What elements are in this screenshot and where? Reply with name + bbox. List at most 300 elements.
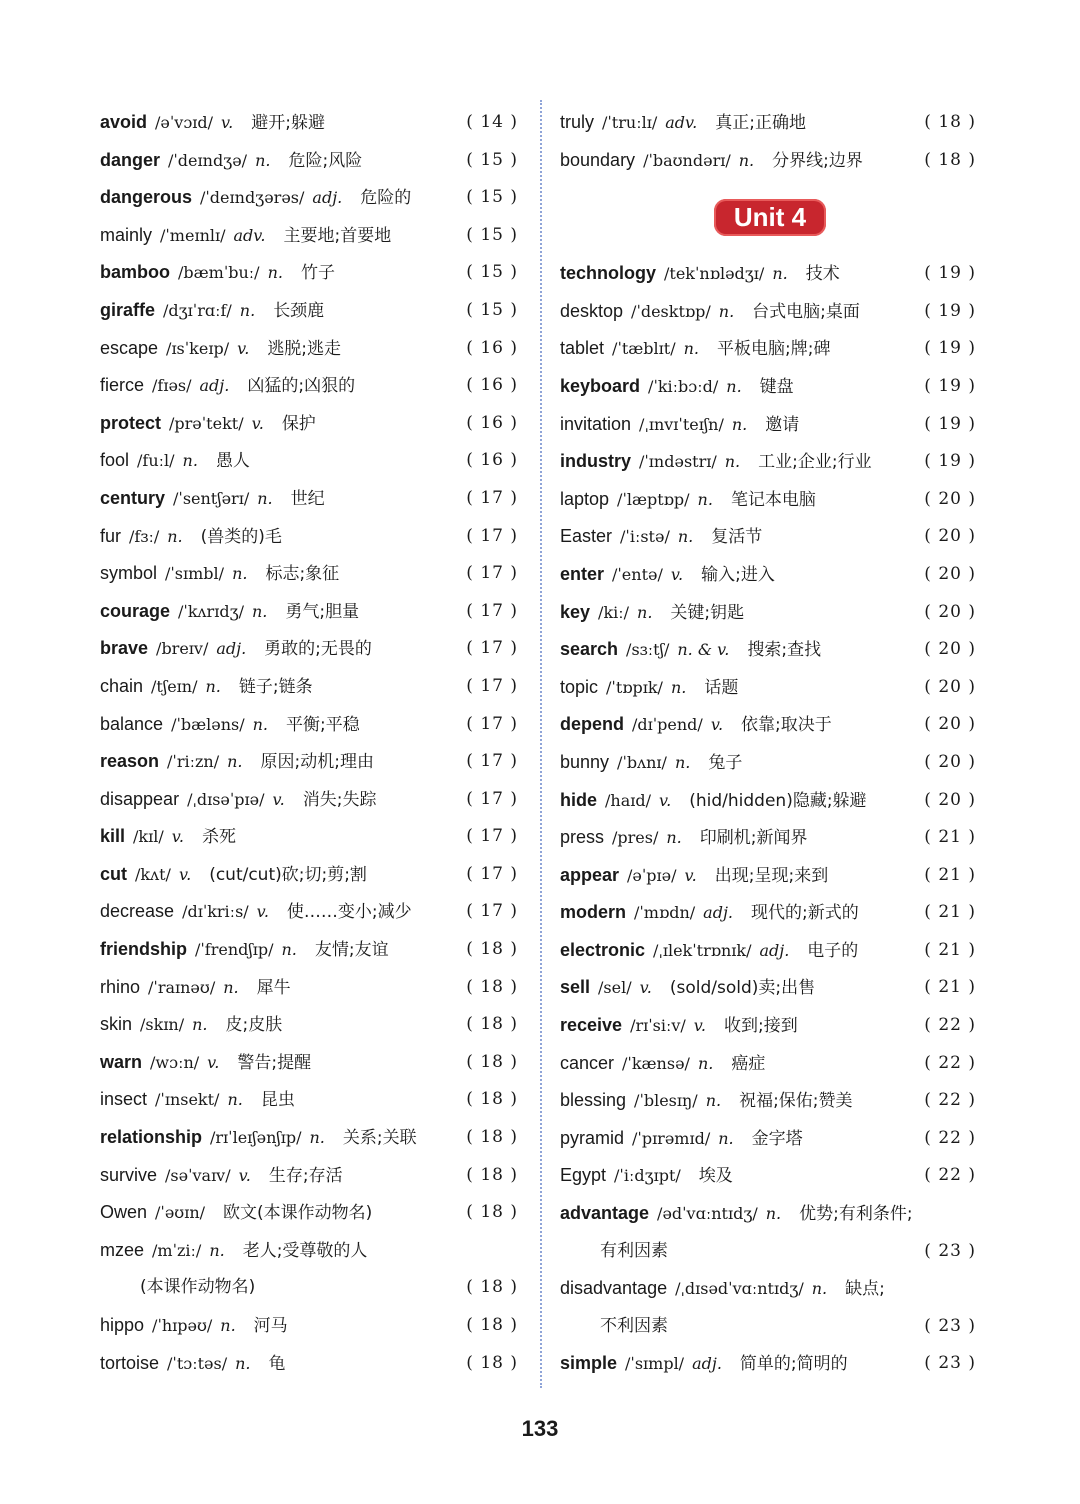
vocab-meaning: 消失;失踪 xyxy=(302,789,377,810)
vocab-pos: n. xyxy=(182,451,198,471)
vocab-pos: n. xyxy=(220,1316,236,1335)
vocab-phonetic: /ˈbæləns/ xyxy=(171,714,245,734)
vocab-meaning: 兔子 xyxy=(708,752,743,773)
vocab-pos: n. xyxy=(309,1128,325,1148)
vocab-phonetic: /ˈiːdʒɪpt/ xyxy=(614,1166,681,1186)
vocab-page-ref: ( 20 ) xyxy=(924,714,976,735)
vocab-entry xyxy=(100,1119,522,1157)
vocab-entry xyxy=(560,556,980,594)
vocab-phonetic: /ˈbaʊndərɪ/ xyxy=(643,150,731,170)
vocab-phonetic: /əˈpɪə/ xyxy=(627,865,677,885)
column-divider xyxy=(540,100,542,1388)
vocab-page-ref: ( 18 ) xyxy=(466,1089,518,1110)
vocab-page-ref: ( 17 ) xyxy=(466,751,518,772)
vocab-word: bamboo xyxy=(100,262,170,283)
vocab-entry xyxy=(560,1345,980,1383)
vocab-meaning: 长颈鹿 xyxy=(273,300,325,321)
vocab-entry xyxy=(100,743,522,781)
vocab-word: fur xyxy=(100,525,122,546)
vocab-word: blessing xyxy=(560,1090,627,1111)
vocab-phonetic: /mˈziː/ xyxy=(152,1240,202,1260)
vocab-phonetic: /ˌɪnvɪˈteɪʃn/ xyxy=(639,414,724,434)
vocab-entry xyxy=(100,330,522,368)
vocab-meaning: 友情;友谊 xyxy=(314,940,389,961)
vocab-word: mzee xyxy=(100,1239,145,1260)
vocab-pos: n. xyxy=(772,264,788,284)
vocab-page-ref: ( 18 ) xyxy=(466,1352,518,1373)
vocab-entry xyxy=(100,893,522,931)
vocab-entry xyxy=(560,1007,980,1045)
vocab-word: warn xyxy=(100,1051,143,1072)
vocab-entry xyxy=(560,1120,980,1158)
vocab-word: protect xyxy=(100,412,162,433)
vocab-word: tablet xyxy=(560,338,605,359)
vocab-phonetic: /ˈblesɪŋ/ xyxy=(634,1091,698,1111)
vocab-entry xyxy=(100,1157,522,1195)
vocab-phonetic: /ˈriːzn/ xyxy=(167,752,220,772)
vocab-page-ref: ( 23 ) xyxy=(924,1353,976,1374)
vocab-meaning: 简单的;简明的 xyxy=(739,1354,848,1375)
vocab-word: hippo xyxy=(100,1315,145,1335)
vocab-entry xyxy=(560,1082,980,1120)
vocab-pos: v. xyxy=(256,902,269,922)
vocab-pos: n. xyxy=(267,263,283,283)
vocab-pos: n. xyxy=(239,300,256,320)
vocab-word: disadvantage xyxy=(560,1278,668,1299)
vocab-page-ref: ( 16 ) xyxy=(466,450,518,471)
vocab-meaning: 避开;躲避 xyxy=(251,113,325,133)
vocab-meaning: 分界线;边界 xyxy=(772,150,863,171)
page-number: 133 xyxy=(521,1416,559,1441)
vocab-pos: n. xyxy=(255,150,271,170)
vocab-meaning: 依靠;取决于 xyxy=(741,715,832,736)
vocab-page-ref: ( 17 ) xyxy=(466,600,518,621)
vocab-word: modern xyxy=(560,902,627,923)
vocab-entry xyxy=(560,1045,980,1083)
vocab-pos: n. xyxy=(281,940,297,960)
vocab-word: kill xyxy=(100,826,126,847)
vocab-phonetic: /haɪd/ xyxy=(605,790,651,810)
vocab-entry xyxy=(560,1270,980,1308)
vocab-meaning: 原因;动机;理由 xyxy=(260,752,374,773)
vocab-entry xyxy=(560,631,980,669)
vocab-entry xyxy=(560,782,980,820)
vocab-pos: n. & v. xyxy=(677,640,730,660)
vocab-entry xyxy=(100,1194,522,1232)
vocab-entry xyxy=(100,630,522,668)
vocab-page-ref: ( 17 ) xyxy=(466,901,518,922)
vocab-pos: v. xyxy=(221,113,234,132)
vocab-word: Egypt xyxy=(560,1165,607,1186)
vocab-entry xyxy=(560,142,980,180)
vocab-phonetic: /prəˈtekt/ xyxy=(169,413,244,433)
vocab-pos: v. xyxy=(207,1052,220,1072)
vocab-entry xyxy=(560,706,980,744)
vocab-pos: v. xyxy=(237,338,250,358)
vocab-word: keyboard xyxy=(560,375,641,396)
vocab-meaning: 邀请 xyxy=(765,414,800,435)
vocab-meaning: 世纪 xyxy=(290,488,325,509)
vocab-word: escape xyxy=(100,337,159,358)
vocab-word: hide xyxy=(560,789,598,810)
vocab-page-ref: ( 15 ) xyxy=(466,299,518,320)
vocab-phonetic: /dʒɪˈrɑːf/ xyxy=(163,300,232,320)
vocab-phonetic: /breɪv/ xyxy=(156,639,209,659)
vocab-page-ref: ( 18 ) xyxy=(466,1127,518,1148)
vocab-page-ref: ( 18 ) xyxy=(924,112,976,132)
vocab-page-ref: ( 20 ) xyxy=(924,488,976,509)
vocab-phonetic: /ˈəʊɪn/ xyxy=(155,1203,206,1223)
vocab-entry xyxy=(560,481,980,519)
vocab-phonetic: /ˈsentʃərɪ/ xyxy=(173,488,250,508)
vocab-pos: adj. xyxy=(312,188,343,208)
left-column xyxy=(100,104,522,1382)
vocab-page-ref: ( 20 ) xyxy=(924,789,976,810)
vocab-entry xyxy=(560,969,980,1007)
vocab-pos: v. xyxy=(178,864,192,884)
vocab-phonetic: /tekˈnɒlədʒɪ/ xyxy=(664,264,765,284)
vocab-meaning: 收到;接到 xyxy=(724,1016,798,1037)
vocab-entry xyxy=(560,443,980,481)
vocab-meaning: 欧文(本课作动物名) xyxy=(223,1203,373,1224)
vocab-word: tortoise xyxy=(100,1352,160,1373)
vocab-entry xyxy=(100,818,522,856)
vocab-meaning: 警告;提醒 xyxy=(237,1052,312,1073)
vocab-meaning: (sold/sold)卖;出售 xyxy=(669,978,816,999)
vocab-page-ref: ( 22 ) xyxy=(924,1052,976,1073)
vocab-meaning: 勇气;胆量 xyxy=(285,601,360,622)
vocab-meaning: 逃脱;逃走 xyxy=(267,338,342,359)
vocab-page-ref: ( 20 ) xyxy=(924,601,976,622)
vocab-meaning: (本课作动物名) xyxy=(140,1277,256,1298)
vocab-phonetic: /ˈtɔːtəs/ xyxy=(167,1353,228,1373)
vocab-pos: n. xyxy=(209,1240,225,1260)
vocab-entry xyxy=(100,1232,522,1270)
vocab-entry xyxy=(560,1308,980,1346)
vocab-entry xyxy=(560,406,980,444)
vocab-entry xyxy=(560,894,980,932)
vocab-phonetic: /sel/ xyxy=(598,978,632,998)
vocab-phonetic: /səˈvaɪv/ xyxy=(165,1165,231,1185)
vocab-pos: adv. xyxy=(665,113,698,132)
vocab-entry xyxy=(100,518,522,556)
vocab-phonetic: /əˈvɔɪd/ xyxy=(155,113,214,132)
vocab-phonetic: /ˈtɒpɪk/ xyxy=(606,677,663,697)
vocab-page-ref: ( 14 ) xyxy=(466,112,518,132)
vocab-page-ref: ( 22 ) xyxy=(924,1165,976,1186)
unit-badge: Unit 4 xyxy=(714,199,826,236)
vocab-word: skin xyxy=(100,1014,133,1035)
vocab-meaning: 癌症 xyxy=(731,1053,766,1074)
vocab-entry xyxy=(560,255,980,293)
vocab-word: dangerous xyxy=(100,187,193,208)
vocab-word: Owen xyxy=(100,1202,148,1223)
vocab-pos: n. xyxy=(718,301,735,321)
vocab-phonetic: /ˈiːstə/ xyxy=(620,527,670,547)
vocab-word: disappear xyxy=(100,788,180,809)
vocab-page-ref: ( 18 ) xyxy=(466,1164,518,1185)
vocab-page-ref: ( 18 ) xyxy=(466,1277,518,1298)
vocab-phonetic: /fuːl/ xyxy=(137,451,175,471)
vocab-pos: n. xyxy=(670,677,687,697)
vocab-page-ref: ( 17 ) xyxy=(466,675,518,696)
vocab-entry xyxy=(100,969,522,1007)
vocab-meaning: 印刷机;新闻界 xyxy=(699,828,808,849)
vocab-page-ref: ( 18 ) xyxy=(466,1051,518,1072)
vocab-page-ref: ( 16 ) xyxy=(466,337,518,358)
vocab-word: boundary xyxy=(560,149,636,170)
vocab-pos: adv. xyxy=(233,225,266,245)
vocab-meaning: 杀死 xyxy=(201,827,236,848)
vocab-entry xyxy=(560,594,980,632)
vocab-meaning: 链子;链条 xyxy=(238,676,313,697)
vocab-meaning: 勇敢的;无畏的 xyxy=(264,639,372,660)
vocab-pos: n. xyxy=(227,1090,243,1110)
vocab-page-ref: ( 21 ) xyxy=(924,977,976,998)
vocab-page-ref: ( 21 ) xyxy=(924,864,976,885)
vocab-phonetic: /bæmˈbuː/ xyxy=(178,263,260,283)
vocab-entry xyxy=(100,555,522,593)
vocab-pos: n. xyxy=(637,602,653,622)
vocab-phonetic: /ˈɪnsekt/ xyxy=(155,1090,220,1110)
vocab-entry xyxy=(100,367,522,405)
vocab-word: relationship xyxy=(100,1127,203,1148)
vocab-meaning: 输入;进入 xyxy=(701,564,775,585)
vocab-word: simple xyxy=(560,1353,618,1374)
vocab-page-ref: ( 17 ) xyxy=(466,788,518,809)
vocab-pos: n. xyxy=(167,526,183,546)
vocab-phonetic: /ˈentə/ xyxy=(612,564,663,584)
vocab-pos: n. xyxy=(726,376,742,396)
vocab-word: invitation xyxy=(560,413,632,434)
vocab-pos: adj. xyxy=(199,376,230,396)
vocab-meaning: 危险的 xyxy=(360,188,412,209)
vocab-word: desktop xyxy=(560,300,624,321)
vocab-phonetic: /ˌɪlekˈtrɒnɪk/ xyxy=(653,940,752,960)
vocab-entry xyxy=(560,293,980,331)
vocab-page-ref: ( 20 ) xyxy=(924,751,976,772)
vocab-phonetic: /skɪn/ xyxy=(140,1015,185,1035)
vocab-page-ref: ( 15 ) xyxy=(466,262,518,283)
vocab-phonetic: /ˈdesktɒp/ xyxy=(631,301,711,321)
vocab-word: bunny xyxy=(560,751,610,772)
vocab-pos: n. xyxy=(811,1279,828,1299)
vocab-meaning: 保护 xyxy=(281,413,316,434)
vocab-entry xyxy=(560,1233,980,1271)
vocab-phonetic: /kɪl/ xyxy=(133,827,164,847)
vocab-pos: n. xyxy=(227,752,243,772)
unit-heading xyxy=(560,179,980,255)
vocab-phonetic: /fɪəs/ xyxy=(152,376,192,396)
vocab-meaning: 有利因素 xyxy=(600,1240,668,1261)
vocab-entry xyxy=(560,1157,980,1195)
vocab-phonetic: /fɜː/ xyxy=(129,526,160,546)
vocab-phonetic: /ˈtæblɪt/ xyxy=(612,339,676,359)
vocab-entry xyxy=(100,1345,522,1383)
vocab-phonetic: /pres/ xyxy=(612,828,659,848)
vocab-entry xyxy=(100,1269,522,1307)
vocab-word: avoid xyxy=(100,112,148,132)
vocab-pos: n. xyxy=(674,752,691,772)
vocab-meaning: (cut/cut)砍;切;剪;割 xyxy=(209,864,367,885)
vocab-page-ref: ( 16 ) xyxy=(466,375,518,396)
vocab-word: symbol xyxy=(100,563,158,584)
vocab-phonetic: /kʌt/ xyxy=(135,864,171,884)
vocab-word: search xyxy=(560,639,619,660)
vocab-pos: v. xyxy=(238,1165,251,1185)
vocab-pos: n. xyxy=(697,489,713,509)
vocab-meaning: 关键;钥匙 xyxy=(670,602,745,623)
vocab-word: receive xyxy=(560,1015,623,1036)
vocab-pos: n. xyxy=(252,714,269,734)
vocab-page-ref: ( 17 ) xyxy=(466,525,518,546)
vocab-phonetic: /wɔːn/ xyxy=(150,1052,200,1072)
vocab-pos: n. xyxy=(223,977,239,997)
vocab-meaning: 出现;呈现;来到 xyxy=(714,865,829,886)
vocab-entry xyxy=(100,1081,522,1119)
vocab-word: courage xyxy=(100,600,171,621)
vocab-meaning: 关系;关联 xyxy=(342,1128,417,1149)
vocab-phonetic: /ˈmɒdn/ xyxy=(634,903,696,923)
vocab-word: chain xyxy=(100,675,144,696)
vocab-word: cut xyxy=(100,863,127,884)
vocab-phonetic: /tʃeɪn/ xyxy=(151,676,198,696)
vocab-page-ref: ( 15 ) xyxy=(466,149,518,170)
vocab-page-ref: ( 19 ) xyxy=(924,263,976,284)
vocab-meaning: 昆虫 xyxy=(260,1090,295,1111)
vocab-entry xyxy=(560,669,980,707)
vocab-word: brave xyxy=(100,638,149,659)
vocab-word: fierce xyxy=(100,375,145,396)
vocab-phonetic: /ˈbʌnɪ/ xyxy=(617,752,667,772)
vocab-page-ref: ( 23 ) xyxy=(924,1240,976,1261)
vocab-pos: v. xyxy=(693,1016,706,1036)
vocab-meaning: 工业;企业;行业 xyxy=(758,452,872,473)
vocab-page-ref: ( 17 ) xyxy=(466,487,518,508)
vocab-phonetic: /ˈdeɪndʒərəs/ xyxy=(200,188,305,208)
vocab-phonetic: /ˈdeɪndʒə/ xyxy=(168,150,248,170)
vocab-word: pyramid xyxy=(560,1127,625,1148)
vocab-pos: v. xyxy=(684,865,697,885)
vocab-pos: n. xyxy=(192,1015,208,1035)
vocab-phonetic: /ˈhɪpəʊ/ xyxy=(152,1316,213,1335)
vocab-entry xyxy=(560,932,980,970)
vocab-meaning: (hid/hidden)隐藏;躲避 xyxy=(689,790,867,811)
vocab-word: giraffe xyxy=(100,299,156,320)
vocab-meaning: 凶猛的;凶狠的 xyxy=(247,376,356,397)
vocab-page-ref: ( 20 ) xyxy=(924,563,976,584)
vocab-entry xyxy=(100,179,522,217)
vocab-entry xyxy=(100,856,522,894)
vocab-phonetic: /dɪˈpend/ xyxy=(632,715,703,735)
vocab-entry xyxy=(100,217,522,255)
vocab-meaning: 台式电脑;桌面 xyxy=(752,301,860,322)
vocab-page-ref: ( 20 ) xyxy=(924,676,976,697)
vocab-entry xyxy=(560,330,980,368)
vocab-pos: v. xyxy=(670,564,684,584)
vocab-page-ref: ( 17 ) xyxy=(466,638,518,659)
vocab-entry xyxy=(100,142,522,180)
vocab-pos: n. xyxy=(677,527,694,547)
vocab-meaning: 笔记本电脑 xyxy=(730,489,816,510)
vocab-pos: n. xyxy=(731,414,748,434)
right-top-list xyxy=(560,104,980,179)
vocab-word: sell xyxy=(560,977,591,998)
vocab-word: depend xyxy=(560,714,625,735)
vocab-entry xyxy=(560,1195,980,1233)
vocab-word: topic xyxy=(560,676,599,697)
vocab-meaning: 祝福;保佑;赞美 xyxy=(739,1091,853,1112)
vocab-entry xyxy=(100,1006,522,1044)
vocab-meaning: 埃及 xyxy=(698,1166,733,1187)
vocab-meaning: 竹子 xyxy=(300,263,335,284)
vocab-entry xyxy=(100,781,522,819)
vocab-phonetic: /kiː/ xyxy=(598,602,630,622)
vocab-pos: n. xyxy=(251,601,268,621)
vocab-entry xyxy=(560,819,980,857)
vocab-word: mainly xyxy=(100,224,153,245)
vocab-pos: n. xyxy=(697,1053,714,1073)
vocab-meaning: 不利因素 xyxy=(600,1315,668,1336)
vocab-word: survive xyxy=(100,1164,158,1185)
vocab-page-ref: ( 18 ) xyxy=(924,149,976,170)
vocab-phonetic: /rɪˈleɪʃənʃɪp/ xyxy=(210,1128,302,1148)
vocab-meaning: 龟 xyxy=(268,1353,286,1374)
vocab-pos: n. xyxy=(705,1091,722,1111)
vocab-pos: n. xyxy=(724,452,741,472)
vocab-pos: adj. xyxy=(759,940,790,960)
vocab-meaning: 生存;存活 xyxy=(268,1165,343,1186)
vocab-entry xyxy=(100,668,522,706)
vocab-pos: adj. xyxy=(692,1354,722,1374)
vocab-pos: v. xyxy=(639,978,652,998)
vocab-phonetic: /ɪsˈkeɪp/ xyxy=(166,338,230,358)
vocab-phonetic: /ˈmeɪnlɪ/ xyxy=(160,225,226,245)
vocab-entry xyxy=(560,368,980,406)
vocab-meaning: 搜索;查找 xyxy=(747,640,822,661)
vocab-phonetic: /ˈlæptɒp/ xyxy=(617,489,690,509)
vocab-page-ref: ( 20 ) xyxy=(924,526,976,547)
vocab-phonetic: /dɪˈkriːs/ xyxy=(182,902,249,922)
vocab-page-ref: ( 17 ) xyxy=(466,863,518,884)
vocab-word: technology xyxy=(560,263,657,284)
vocab-word: key xyxy=(560,601,591,622)
vocab-meaning: 犀牛 xyxy=(256,977,291,998)
vocab-page-ref: ( 18 ) xyxy=(466,939,518,960)
vocab-entry xyxy=(560,744,980,782)
vocab-meaning: 愚人 xyxy=(215,451,250,472)
vocab-word: Easter xyxy=(560,526,613,547)
vocab-meaning: 话题 xyxy=(704,677,739,698)
vocab-entry xyxy=(100,593,522,631)
vocab-page-ref: ( 19 ) xyxy=(924,413,976,434)
vocab-word: electronic xyxy=(560,939,646,960)
vocab-pos: n. xyxy=(205,676,221,696)
vocab-pos: n. xyxy=(738,150,755,170)
vocab-entry xyxy=(100,405,522,443)
vocab-meaning: 现代的;新式的 xyxy=(750,903,859,924)
vocab-phonetic: /ˌdɪsəˈpɪə/ xyxy=(187,789,265,809)
vocab-pos: n. xyxy=(765,1204,782,1224)
vocab-page-ref: ( 22 ) xyxy=(924,1127,976,1148)
vocab-phonetic: /ˈkiːbɔːd/ xyxy=(648,376,719,396)
vocab-page-ref: ( 19 ) xyxy=(924,300,976,321)
vocab-pos: n. xyxy=(683,339,699,359)
vocab-page-ref: ( 18 ) xyxy=(466,976,518,997)
vocab-page-ref: ( 18 ) xyxy=(466,1014,518,1035)
vocab-phonetic: /ˈraɪnəʊ/ xyxy=(148,977,216,997)
vocab-pos: v. xyxy=(710,715,724,735)
